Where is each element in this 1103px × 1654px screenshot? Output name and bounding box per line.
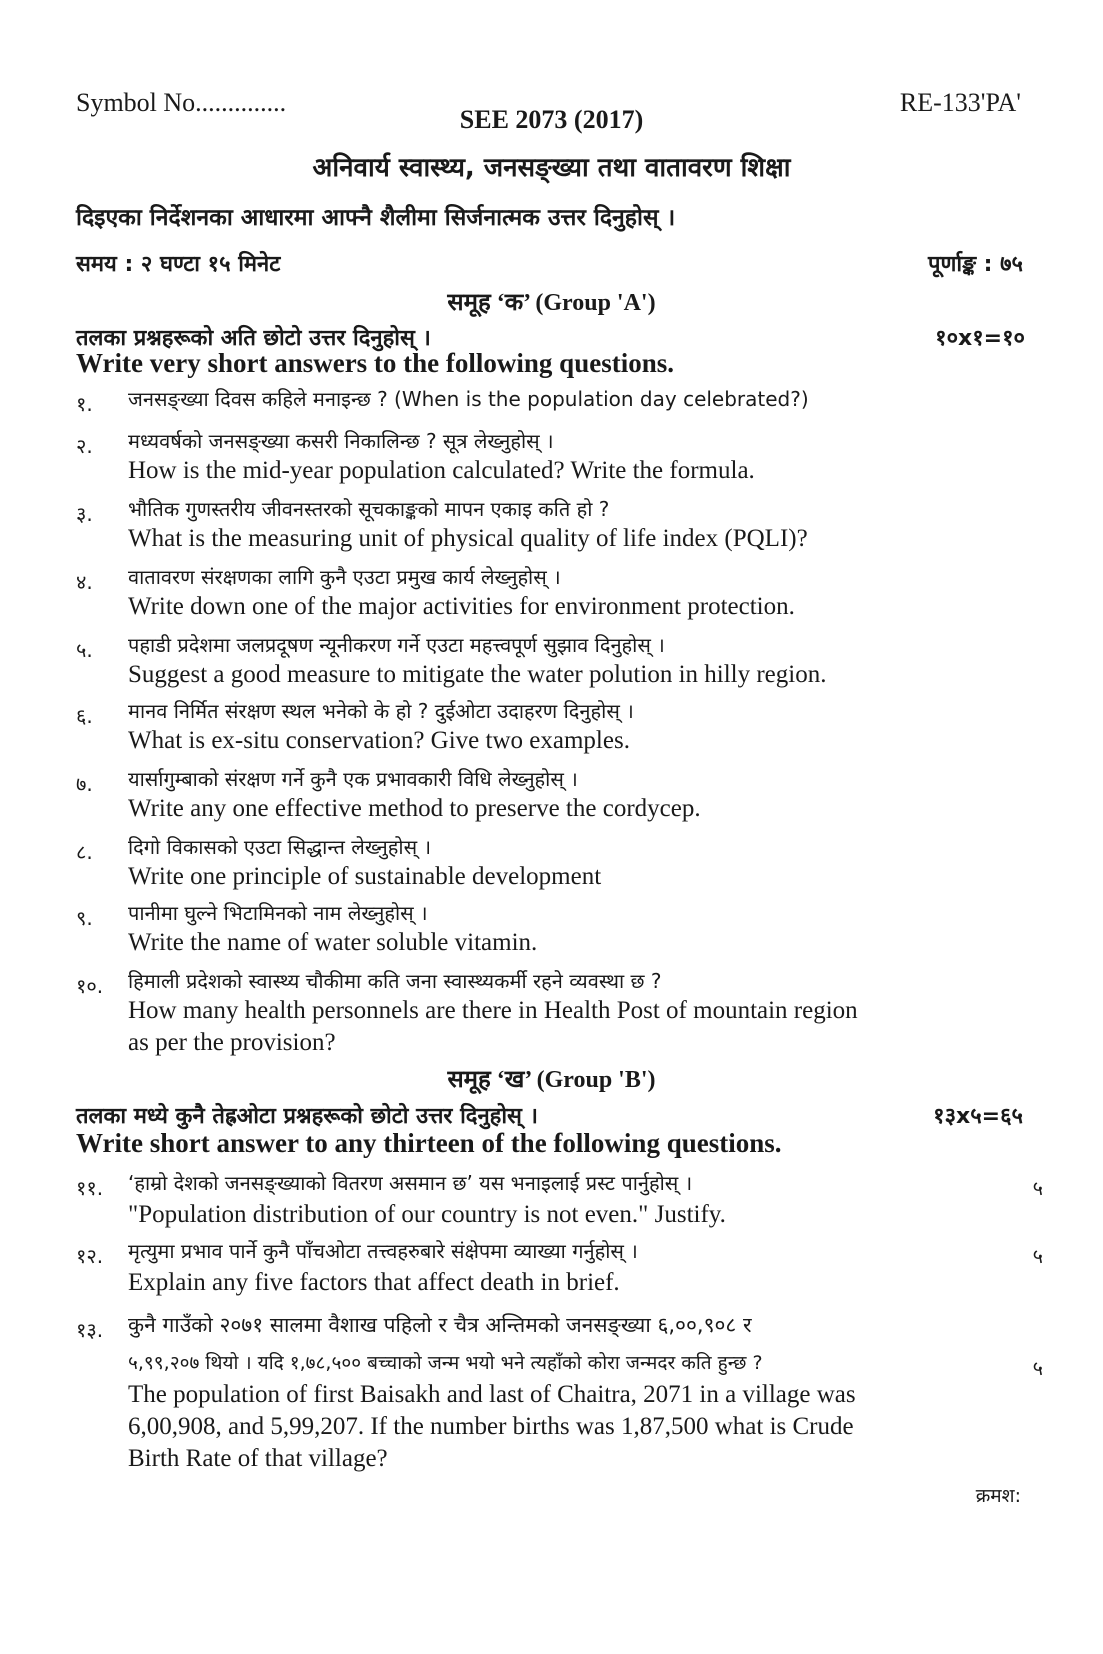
question-text-np: पहाडी प्रदेशमा जलप्रदूषण न्यूनीकरण गर्ने एउटा महत्त्वपूर्ण सुझाव दिनुहोस् । [128,633,665,657]
question-text-en: Write any one effective method to preserve the cordycep. [128,795,701,822]
question-text-np: मृत्युमा प्रभाव पार्ने कुनै पाँचओटा तत्त्वहरुबारे संक्षेपमा व्याख्या गर्नुहोस् । [128,1239,638,1263]
question-text-en: How many health personnels are there in Health Post of mountain region [128,997,858,1024]
question-text-en: What is ex-situ conservation? Give two examples. [128,727,630,754]
continued-label: क्रमश: [975,1485,1021,1507]
group-b-instruction-np: तलका मध्ये कुनै तेह्रओटा प्रश्नहरूको छोटो उत्तर दिनुहोस् । [76,1104,538,1129]
general-instruction: दिइएका निर्देशनका आधारमा आफ्नै शैलीमा सिर्जनात्मक उत्तर दिनुहोस् । [76,205,676,231]
question-number: ६. [76,704,93,728]
question-number: १०. [76,974,104,998]
question-text-en-line2: as per the provision? [128,1029,336,1056]
question-marks: ५ [1032,1176,1043,1200]
group-a-title-text: समूह ‘क’ (Group 'A') [447,290,656,316]
question-number: ११. [76,1176,104,1200]
question-number: १३. [76,1318,104,1342]
question-number: ९. [76,906,93,930]
question-marks: ५ [1032,1356,1043,1380]
question-text-en: The population of first Baisakh and last of Chaitra, 2071 in a village was [128,1381,856,1408]
question-number: २. [76,434,93,458]
question-number: ७. [76,772,93,796]
question-text-en: Write the name of water soluble vitamin. [128,929,538,956]
question-text-en: What is the measuring unit of physical quality of life index (PQLI)? [128,525,808,552]
question-number: ५. [76,638,93,662]
question-text-np: जनसङ्ख्या दिवस कहिले मनाइन्छ ? (When is the population day celebrated?) [128,387,809,411]
question-text-en: Write one principle of sustainable development [128,863,602,890]
question-text-np: कुनै गाउँको २०७१ सालमा वैशाख पहिलो र चैत्र अन्तिमको जनसङ्ख्या ६,००,९०८ र [128,1313,752,1337]
question-text-np: पानीमा घुल्ने भिटामिनको नाम लेख्नुहोस् । [128,901,428,925]
group-b-instruction-en: Write short answer to any thirteen of the following questions. [76,1128,782,1158]
question-number: ३. [76,502,93,526]
group-b-marks: १३x५=६५ [933,1104,1023,1129]
question-text-np-line2: ५,९९,२०७ थियो । यदि १,७८,५०० बच्चाको जन्म भयो भने त्यहाँको कोरा जन्मदर कति हुन्छ ? [128,1352,763,1374]
question-text-np: ‘हाम्रो देशको जनसङ्ख्याको वितरण असमान छ’ यस भनाइलाई प्रस्ट पार्नुहोस् । [128,1171,693,1195]
question-text-en: How is the mid-year population calculated? Write the formula. [128,457,755,484]
question-text-en-line3: Birth Rate of that village? [128,1445,388,1472]
question-text-en: Write down one of the major activities for environment protection. [128,593,795,620]
question-text-np: यार्सागुम्बाको संरक्षण गर्ने कुनै एक प्रभावकारी विधि लेख्नुहोस् । [128,767,578,791]
time-allowed: समय : २ घण्टा १५ मिनेट [76,252,281,277]
question-text-np: हिमाली प्रदेशको स्वास्थ्य चौकीमा कति जना स्वास्थ्यकर्मी रहने व्यवस्था छ ? [128,969,662,993]
exam-title: SEE 2073 (2017) [459,105,644,134]
question-number: १२. [76,1244,104,1268]
question-text-en: Explain any five factors that affect death in brief. [128,1269,620,1296]
question-marks: ५ [1032,1244,1043,1268]
question-number: ८. [76,840,93,864]
question-text-np: दिगो विकासको एउटा सिद्धान्त लेख्नुहोस् । [128,835,432,859]
full-marks: पूर्णाङ्क : ७५ [927,252,1023,277]
question-text-np: वातावरण संरक्षणका लागि कुनै एउटा प्रमुख कार्य लेख्नुहोस् । [128,565,561,589]
group-a-title [0,285,1103,318]
group-a-instruction-np: तलका प्रश्नहरूको अति छोटो उत्तर दिनुहोस् । [76,326,431,351]
group-b-title [0,1062,1103,1095]
group-a-instruction-en: Write very short answers to the following questions. [76,348,674,378]
question-number: ४. [76,570,93,594]
group-b-title-text: समूह ‘ख’ (Group 'B') [447,1067,656,1093]
question-number: १. [76,392,93,416]
question-text-np: मानव निर्मित संरक्षण स्थल भनेको के हो ? दुईओटा उदाहरण दिनुहोस् । [128,699,634,723]
paper-code: RE-133'PA' [899,88,1021,117]
symbol-number: Symbol No.............. [76,88,287,117]
question-text-np: मध्यवर्षको जनसङ्ख्या कसरी निकालिन्छ ? सूत्र लेख्नुहोस् । [128,429,554,453]
question-text-en-line2: 6,00,908, and 5,99,207. If the number births was 1,87,500 what is Crude [128,1413,854,1440]
group-a-marks: १०x१=१० [935,326,1025,351]
question-text-en: "Population distribution of our country is not even." Justify. [128,1201,726,1228]
question-text-np: भौतिक गुणस्तरीय जीवनस्तरको सूचकाङ्कको मापन एकाइ कति हो ? [128,497,610,521]
subject-title: अनिवार्य स्वास्थ्य, जनसङ्ख्या तथा वातावरण शिक्षा [312,153,791,183]
question-text-en: Suggest a good measure to mitigate the water polution in hilly region. [128,661,827,688]
